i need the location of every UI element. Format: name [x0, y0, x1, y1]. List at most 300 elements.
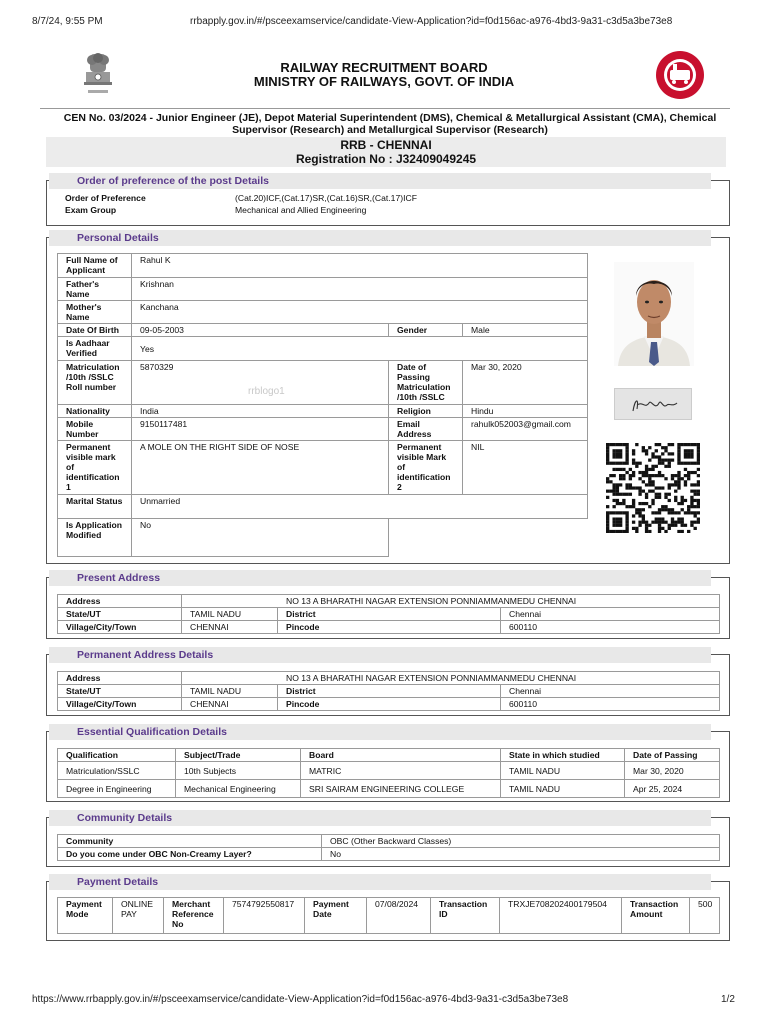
qr-module: [625, 493, 628, 496]
state-cell: TAMIL NADU: [501, 762, 625, 780]
board-cell: SRI SAIRAM ENGINEERING COLLEGE: [301, 780, 501, 798]
qr-module: [625, 483, 628, 486]
qr-module: [664, 530, 667, 533]
qr-module: [674, 474, 677, 477]
qr-module: [694, 514, 697, 517]
qr-module: [697, 474, 700, 477]
qr-module: [645, 527, 648, 530]
qr-module: [651, 468, 654, 471]
qr-module: [655, 511, 658, 514]
qr-module: [690, 496, 693, 499]
qr-module: [606, 527, 609, 530]
qr-module: [642, 521, 645, 524]
qr-module: [612, 443, 615, 446]
qr-module: [648, 477, 651, 480]
qr-module: [671, 511, 674, 514]
qr-module: [616, 499, 619, 502]
qr-module: [606, 449, 609, 452]
qr-module: [616, 493, 619, 496]
qr-module: [694, 471, 697, 474]
qr-module: [697, 483, 700, 486]
rrb-band: [46, 137, 726, 167]
qr-module: [658, 455, 661, 458]
qr-module: [612, 468, 615, 471]
qr-module: [668, 493, 671, 496]
qr-module: [668, 462, 671, 465]
qr-module: [664, 496, 667, 499]
table-row: [58, 441, 588, 495]
qr-module: [651, 521, 654, 524]
qr-module: [684, 524, 687, 527]
exam-group-value: Mechanical and Allied Engineering: [235, 205, 367, 215]
order-preference-value: (Cat.20)ICF,(Cat.17)SR,(Cat.16)SR,(Cat.17)ICF: [235, 193, 417, 203]
qr-module: [616, 517, 619, 520]
qr-module: [606, 446, 609, 449]
qr-module: [694, 521, 697, 524]
qr-module: [651, 499, 654, 502]
qr-module: [677, 511, 680, 514]
qr-module: [619, 502, 622, 505]
qr-module: [655, 465, 658, 468]
qr-module: [687, 530, 690, 533]
qr-module: [697, 521, 700, 524]
qr-module: [619, 449, 622, 452]
community-table: [57, 834, 720, 861]
qr-module: [668, 465, 671, 468]
qr-module: [645, 530, 648, 533]
qr-module: [635, 508, 638, 511]
qr-module: [606, 524, 609, 527]
qr-module: [655, 521, 658, 524]
qr-module: [658, 496, 661, 499]
qr-module: [681, 496, 684, 499]
qr-module: [687, 449, 690, 452]
qr-module: [606, 480, 609, 483]
qr-module: [677, 502, 680, 505]
qr-module: [632, 486, 635, 489]
permanent-village-label: Village/City/Town: [58, 698, 182, 711]
personal-title: Personal Details: [49, 230, 711, 246]
qr-module: [638, 514, 641, 517]
marital-label: Marital Status: [58, 495, 132, 519]
qr-module: [612, 486, 615, 489]
roll-number-label: Matriculation /10th /SSLC Roll number: [58, 361, 132, 405]
qr-module: [638, 502, 641, 505]
qr-module: [655, 474, 658, 477]
qr-module: [609, 462, 612, 465]
qr-module: [661, 486, 664, 489]
qr-module: [645, 474, 648, 477]
qr-module: [616, 483, 619, 486]
qr-module: [645, 468, 648, 471]
qr-module: [674, 511, 677, 514]
qr-module: [619, 462, 622, 465]
qr-module: [661, 446, 664, 449]
father-name-label: Father's Name: [58, 278, 132, 301]
qr-module: [606, 462, 609, 465]
qr-module: [609, 443, 612, 446]
qr-module: [658, 508, 661, 511]
qr-module: [697, 455, 700, 458]
qr-module: [671, 477, 674, 480]
qr-module: [619, 468, 622, 471]
full-name-label: Full Name of Applicant: [58, 254, 132, 278]
qr-module: [664, 449, 667, 452]
qr-module: [677, 517, 680, 520]
applicant-photo: [614, 262, 694, 366]
qr-module: [622, 468, 625, 471]
state-cell: TAMIL NADU: [501, 780, 625, 798]
qr-module: [625, 449, 628, 452]
qr-module: [668, 483, 671, 486]
qr-module: [671, 483, 674, 486]
qr-module: [658, 521, 661, 524]
qr-module: [648, 446, 651, 449]
qr-module: [625, 452, 628, 455]
footer-url: https://www.rrbapply.gov.in/#/psceexamservice/candidate-View-Application?id=f0d156ac-a976-4bd3-9a31-c3d5a3be73e8: [32, 994, 569, 1005]
qr-module: [687, 511, 690, 514]
qr-module: [635, 462, 638, 465]
qr-module: [658, 474, 661, 477]
qr-module: [625, 446, 628, 449]
qr-module: [661, 462, 664, 465]
gender-label: Gender: [389, 324, 463, 337]
qr-module: [658, 517, 661, 520]
qr-module: [648, 530, 651, 533]
qr-module: [684, 483, 687, 486]
present-address-value: NO 13 A BHARATHI NAGAR EXTENSION PONNIAMMANMEDU CHENNAI: [182, 595, 720, 608]
qr-module: [606, 514, 609, 517]
qr-module: [687, 455, 690, 458]
qr-module: [625, 486, 628, 489]
qr-module: [671, 474, 674, 477]
qr-module: [632, 514, 635, 517]
table-row: [58, 672, 720, 685]
qr-module: [658, 527, 661, 530]
qr-module: [632, 527, 635, 530]
print-datetime: 8/7/24, 9:55 PM: [32, 16, 103, 27]
qr-module: [681, 521, 684, 524]
subject-cell: Mechanical Engineering: [176, 780, 301, 798]
qr-module: [664, 508, 667, 511]
qr-module: [677, 455, 680, 458]
qr-module: [681, 508, 684, 511]
permanent-pincode-label: Pincode: [278, 698, 501, 711]
qr-module: [616, 462, 619, 465]
qr-module: [632, 452, 635, 455]
qr-module: [681, 530, 684, 533]
qr-module: [632, 462, 635, 465]
qr-module: [677, 474, 680, 477]
header-divider: [40, 108, 730, 109]
qr-module: [697, 517, 700, 520]
table-row: [58, 361, 588, 405]
qr-module: [606, 530, 609, 533]
mobile-label: Mobile Number: [58, 418, 132, 441]
qr-module: [694, 462, 697, 465]
qr-module: [671, 521, 674, 524]
transaction-amount-label: Transaction Amount: [622, 898, 690, 934]
qr-module: [606, 511, 609, 514]
qr-module: [606, 443, 609, 446]
qr-module: [625, 511, 628, 514]
payment-title: Payment Details: [49, 874, 711, 890]
qr-module: [694, 499, 697, 502]
gender-value: Male: [463, 324, 588, 337]
qr-module: [635, 465, 638, 468]
mark2-value: NIL: [463, 441, 588, 495]
qr-module: [658, 524, 661, 527]
qr-module: [674, 490, 677, 493]
table-row: [58, 780, 720, 798]
qr-module: [661, 505, 664, 508]
qr-module: [658, 471, 661, 474]
qr-module: [612, 517, 615, 520]
permanent-state-label: State/UT: [58, 685, 182, 698]
qr-module: [697, 462, 700, 465]
qr-module: [606, 496, 609, 499]
permanent-address-value: NO 13 A BHARATHI NAGAR EXTENSION PONNIAMMANMEDU CHENNAI: [182, 672, 720, 685]
preference-title: Order of preference of the post Details: [49, 173, 711, 189]
qr-module: [648, 483, 651, 486]
preference-section: [46, 175, 730, 226]
qr-module: [638, 490, 641, 493]
qr-module: [661, 459, 664, 462]
qr-module: [648, 468, 651, 471]
qr-module: [677, 477, 680, 480]
qr-module: [697, 499, 700, 502]
qr-module: [690, 511, 693, 514]
qr-module: [619, 474, 622, 477]
qr-module: [632, 499, 635, 502]
qr-module: [642, 471, 645, 474]
permanent-address-title: Permanent Address Details: [49, 647, 711, 663]
qr-module: [616, 452, 619, 455]
qr-module: [664, 521, 667, 524]
qr-module: [697, 493, 700, 496]
qr-module: [687, 471, 690, 474]
qr-module: [694, 490, 697, 493]
ministry-title: MINISTRY OF RAILWAYS, GOVT. OF INDIA: [253, 74, 515, 89]
present-village-label: Village/City/Town: [58, 621, 182, 634]
present-state-value: TAMIL NADU: [182, 608, 278, 621]
application-qr-code: [606, 443, 700, 533]
qr-module: [655, 486, 658, 489]
qr-module: [648, 459, 651, 462]
permanent-address-label: Address: [58, 672, 182, 685]
table-row: [58, 418, 588, 441]
state-studied-header: State in which studied: [501, 749, 625, 762]
qr-module: [684, 452, 687, 455]
signature-image: [615, 389, 693, 421]
creamy-layer-value: No: [322, 848, 720, 861]
qr-module: [642, 502, 645, 505]
modified-value: No: [132, 519, 389, 557]
qr-module: [616, 530, 619, 533]
transaction-id-label: Transaction ID: [431, 898, 500, 934]
qr-module: [638, 524, 641, 527]
qr-module: [684, 511, 687, 514]
qr-module: [622, 477, 625, 480]
qr-module: [645, 524, 648, 527]
qr-module: [681, 517, 684, 520]
qr-module: [629, 477, 632, 480]
qr-module: [625, 455, 628, 458]
table-row: [58, 495, 588, 519]
qr-module: [632, 471, 635, 474]
qr-module: [609, 474, 612, 477]
qr-module: [677, 530, 680, 533]
qr-module: [648, 524, 651, 527]
qr-module: [609, 530, 612, 533]
qr-module: [632, 474, 635, 477]
qr-module: [616, 524, 619, 527]
permanent-address-table: [57, 671, 720, 711]
qr-module: [677, 449, 680, 452]
payment-mode-value: ONLINE PAY: [113, 898, 164, 934]
qr-module: [616, 521, 619, 524]
qr-module: [661, 452, 664, 455]
qr-module: [681, 443, 684, 446]
qr-module: [655, 449, 658, 452]
qr-module: [694, 443, 697, 446]
qr-module: [664, 505, 667, 508]
qr-module: [668, 527, 671, 530]
email-value: rahulk052003@gmail.com: [463, 418, 588, 441]
qr-module: [664, 465, 667, 468]
religion-value: Hindu: [463, 405, 588, 418]
qr-module: [694, 511, 697, 514]
qr-module: [677, 459, 680, 462]
qr-module: [690, 490, 693, 493]
qr-module: [658, 459, 661, 462]
table-row: [58, 405, 588, 418]
qr-module: [622, 462, 625, 465]
qr-module: [619, 517, 622, 520]
qr-module: [655, 496, 658, 499]
qr-module: [687, 462, 690, 465]
passing-date-value: Mar 30, 2020: [463, 361, 588, 405]
qr-module: [638, 471, 641, 474]
qr-module: [671, 459, 674, 462]
qr-module: [697, 443, 700, 446]
qr-module: [622, 511, 625, 514]
qr-module: [625, 471, 628, 474]
table-row: [58, 898, 720, 934]
mark1-label: Permanent visible mark of identification 1: [58, 441, 132, 495]
qr-module: [645, 449, 648, 452]
qr-module: [658, 462, 661, 465]
table-row: [58, 337, 588, 361]
qr-module: [642, 508, 645, 511]
roll-number-value: 5870329: [132, 361, 389, 405]
mark2-label: Permanent visible Mark of identification 2: [389, 441, 463, 495]
transaction-id-value: TRXJE708202400179504: [500, 898, 622, 934]
qr-module: [651, 480, 654, 483]
qr-module: [606, 521, 609, 524]
qr-module: [690, 471, 693, 474]
qr-module: [658, 511, 661, 514]
table-header-row: [58, 749, 720, 762]
qr-module: [674, 496, 677, 499]
qr-module: [677, 443, 680, 446]
qr-module: [668, 508, 671, 511]
qr-module: [645, 521, 648, 524]
qr-module: [671, 508, 674, 511]
qr-module: [638, 486, 641, 489]
permanent-pincode-value: 600110: [501, 698, 720, 711]
qr-module: [606, 452, 609, 455]
qr-module: [625, 521, 628, 524]
qr-module: [677, 452, 680, 455]
qr-module: [690, 524, 693, 527]
qr-module: [642, 514, 645, 517]
order-preference-label: Order of Preference: [65, 193, 146, 203]
marital-value: Unmarried: [132, 495, 588, 519]
qr-module: [697, 468, 700, 471]
qr-module: [697, 480, 700, 483]
qr-module: [668, 524, 671, 527]
qr-module: [655, 517, 658, 520]
dob-value: 09-05-2003: [132, 324, 389, 337]
qr-module: [609, 511, 612, 514]
qr-module: [625, 459, 628, 462]
qr-module: [674, 521, 677, 524]
table-row: [58, 608, 720, 621]
qr-module: [638, 493, 641, 496]
date-cell: Apr 25, 2024: [625, 780, 720, 798]
qr-module: [625, 462, 628, 465]
qr-module: [664, 446, 667, 449]
qr-module: [632, 521, 635, 524]
qr-module: [612, 483, 615, 486]
qualification-cell: Matriculation/SSLC: [58, 762, 176, 780]
qr-module: [612, 505, 615, 508]
qr-module: [606, 490, 609, 493]
qr-module: [629, 483, 632, 486]
qr-module: [690, 521, 693, 524]
dob-label: Date Of Birth: [58, 324, 132, 337]
qr-module: [664, 459, 667, 462]
transaction-amount-value: 500: [690, 898, 720, 934]
qr-module: [651, 483, 654, 486]
registration-number: Registration No : J32409049245: [295, 152, 477, 166]
qr-module: [616, 502, 619, 505]
qr-module: [632, 459, 635, 462]
subject-cell: 10th Subjects: [176, 762, 301, 780]
aadhaar-label: Is Aadhaar Verified: [58, 337, 132, 361]
qr-module: [690, 483, 693, 486]
qr-module: [635, 486, 638, 489]
qr-module: [645, 496, 648, 499]
qr-module: [622, 443, 625, 446]
qr-module: [668, 511, 671, 514]
table-row: [58, 324, 588, 337]
qr-module: [622, 493, 625, 496]
qr-module: [655, 493, 658, 496]
qr-module: [684, 449, 687, 452]
qr-module: [697, 490, 700, 493]
qr-module: [694, 483, 697, 486]
qr-module: [612, 511, 615, 514]
father-name-value: Krishnan: [132, 278, 588, 301]
qr-module: [671, 452, 674, 455]
qr-module: [625, 514, 628, 517]
qr-module: [661, 517, 664, 520]
qr-module: [622, 474, 625, 477]
permanent-state-value: TAMIL NADU: [182, 685, 278, 698]
qr-module: [697, 502, 700, 505]
